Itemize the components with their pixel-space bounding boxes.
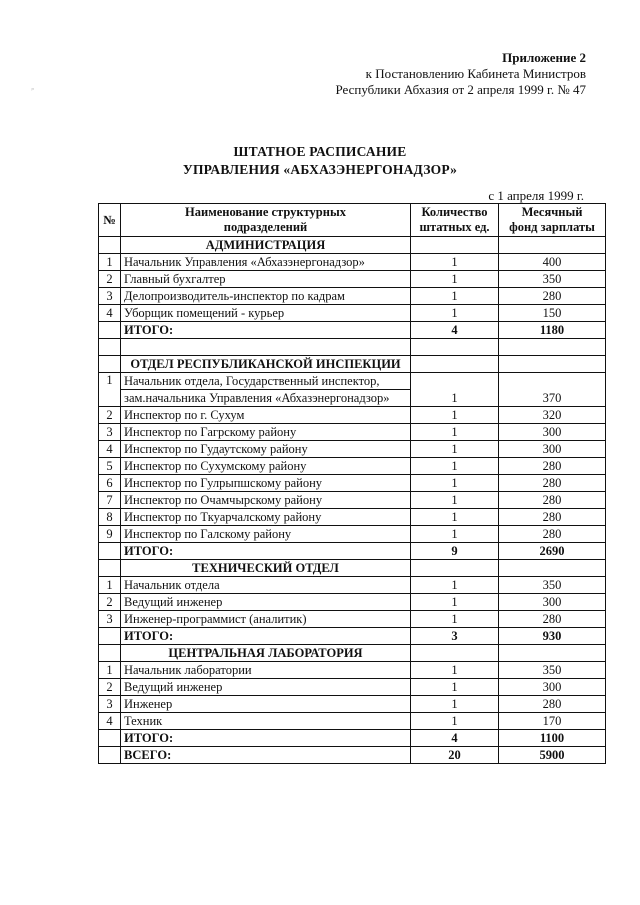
table-row: [99, 594, 606, 611]
table-row: [99, 696, 606, 713]
row-name: Ведущий инженер: [121, 594, 411, 611]
section-num-cell: [99, 645, 121, 662]
section-salary-cell: [499, 560, 606, 577]
row-qty: 1: [411, 526, 499, 543]
spacer-cell: [99, 339, 121, 356]
row-name: Инспектор по г. Сухум: [121, 407, 411, 424]
row-num: 9: [99, 526, 121, 543]
table-row: [99, 611, 606, 628]
row-num: 4: [99, 713, 121, 730]
row-salary: 300: [499, 679, 606, 696]
section-qty-cell: [411, 645, 499, 662]
row-qty: 1: [411, 373, 499, 407]
spacer-cell: [121, 339, 411, 356]
row-num: 2: [99, 271, 121, 288]
row-name: Инспектор по Очамчырскому району: [121, 492, 411, 509]
table-header-row: [99, 204, 606, 237]
table-row: [99, 662, 606, 679]
row-salary: 300: [499, 424, 606, 441]
row-qty: 1: [411, 271, 499, 288]
total-label: ИТОГО:: [121, 322, 411, 339]
row-qty: 1: [411, 492, 499, 509]
total-label: ИТОГО:: [121, 543, 411, 560]
row-num: 3: [99, 288, 121, 305]
row-salary: 280: [499, 475, 606, 492]
row-salary: 280: [499, 696, 606, 713]
grand-total-salary: 5900: [499, 747, 606, 764]
section-title: ТЕХНИЧЕСКИЙ ОТДЕЛ: [121, 560, 411, 577]
header-salary: [499, 204, 606, 237]
section-qty-cell: [411, 356, 499, 373]
row-qty: 1: [411, 305, 499, 322]
row-num: 1: [99, 577, 121, 594]
table-row: [99, 679, 606, 696]
row-salary: 280: [499, 526, 606, 543]
row-salary: 350: [499, 577, 606, 594]
row-num: 3: [99, 696, 121, 713]
row-salary: 320: [499, 407, 606, 424]
total-label: ИТОГО:: [121, 628, 411, 645]
appendix-title: Приложение 2: [502, 50, 586, 65]
table-row: [99, 254, 606, 271]
row-name-continued: зам.начальника Управления «Абхазэнергонадзор»: [121, 390, 411, 407]
header-qty: [411, 204, 499, 237]
row-salary: 400: [499, 254, 606, 271]
row-name: Инспектор по Галскому району: [121, 526, 411, 543]
total-num-cell: [99, 730, 121, 747]
table-row: [99, 458, 606, 475]
row-num: 1: [99, 662, 121, 679]
row-qty: 1: [411, 509, 499, 526]
total-salary: 930: [499, 628, 606, 645]
table-row: [99, 271, 606, 288]
grand-total-num-cell: [99, 747, 121, 764]
staff-table: [98, 203, 606, 764]
row-qty: 1: [411, 611, 499, 628]
row-qty: 1: [411, 441, 499, 458]
row-name: Ведущий инженер: [121, 679, 411, 696]
table-row: [99, 373, 606, 390]
document-title: [0, 143, 640, 179]
row-qty: 1: [411, 254, 499, 271]
grand-total-row: [99, 747, 606, 764]
staff-table-body: [99, 237, 606, 764]
row-qty: 1: [411, 594, 499, 611]
total-qty: 4: [411, 730, 499, 747]
spacer-cell: [499, 339, 606, 356]
table-row: [99, 713, 606, 730]
row-num: 8: [99, 509, 121, 526]
row-qty: 1: [411, 407, 499, 424]
row-qty: 1: [411, 475, 499, 492]
total-qty: 4: [411, 322, 499, 339]
total-salary: 1100: [499, 730, 606, 747]
appendix-line-1: к Постановлению Кабинета Министров: [365, 66, 586, 81]
row-name: Главный бухгалтер: [121, 271, 411, 288]
section-title: АДМИНИСТРАЦИЯ: [121, 237, 411, 254]
section-num-cell: [99, 356, 121, 373]
section-total-row: [99, 322, 606, 339]
total-salary: 1180: [499, 322, 606, 339]
section-salary-cell: [499, 645, 606, 662]
section-total-row: [99, 543, 606, 560]
row-name: Инспектор по Гагрскому району: [121, 424, 411, 441]
document-title-line-2: УПРАВЛЕНИЯ «АБХАЗЭНЕРГОНАДЗОР»: [182, 162, 458, 177]
header-qty-line-1: Количество: [421, 205, 488, 219]
section-qty-cell: [411, 237, 499, 254]
row-qty: 1: [411, 288, 499, 305]
document-title-line-1: ШТАТНОЕ РАСПИСАНИЕ: [233, 144, 407, 159]
row-salary: 150: [499, 305, 606, 322]
row-name: Начальник отдела, Государственный инспектор,: [121, 373, 411, 390]
row-name: Начальник отдела: [121, 577, 411, 594]
row-salary: 300: [499, 594, 606, 611]
row-name: Техник: [121, 713, 411, 730]
row-salary: 170: [499, 713, 606, 730]
row-num: 1: [99, 373, 121, 407]
row-num: 5: [99, 458, 121, 475]
row-salary: 280: [499, 288, 606, 305]
total-salary: 2690: [499, 543, 606, 560]
header-name-line-2: подразделений: [223, 220, 308, 234]
row-qty: 1: [411, 679, 499, 696]
total-num-cell: [99, 543, 121, 560]
section-salary-cell: [499, 356, 606, 373]
table-row: [99, 441, 606, 458]
row-name: Уборщик помещений - курьер: [121, 305, 411, 322]
table-row: [99, 288, 606, 305]
row-salary: 300: [499, 441, 606, 458]
header-qty-line-2: штатных ед.: [419, 220, 490, 234]
row-num: 4: [99, 305, 121, 322]
header-name-line-1: Наименование структурных: [185, 205, 346, 219]
row-num: 2: [99, 407, 121, 424]
section-num-cell: [99, 560, 121, 577]
total-qty: 9: [411, 543, 499, 560]
row-salary: 280: [499, 509, 606, 526]
row-qty: 1: [411, 458, 499, 475]
row-num: 3: [99, 611, 121, 628]
row-num: 2: [99, 594, 121, 611]
row-name: Инспектор по Гулрыпшскому району: [121, 475, 411, 492]
row-qty: 1: [411, 696, 499, 713]
section-header-row: [99, 237, 606, 254]
header-num: №: [99, 204, 121, 237]
row-salary: 350: [499, 662, 606, 679]
table-row: [99, 577, 606, 594]
table-row: [99, 407, 606, 424]
row-salary: 350: [499, 271, 606, 288]
row-num: 3: [99, 424, 121, 441]
row-salary: 280: [499, 492, 606, 509]
total-qty: 3: [411, 628, 499, 645]
row-num: 6: [99, 475, 121, 492]
row-qty: 1: [411, 424, 499, 441]
row-qty: 1: [411, 713, 499, 730]
effective-date: с 1 апреля 1999 г.: [488, 188, 584, 203]
row-name: Инженер-программист (аналитик): [121, 611, 411, 628]
section-total-row: [99, 730, 606, 747]
row-num: 2: [99, 679, 121, 696]
row-salary: 280: [499, 611, 606, 628]
row-name: Делопроизводитель-инспектор по кадрам: [121, 288, 411, 305]
row-name: Начальник Управления «Абхазэнергонадзор»: [121, 254, 411, 271]
header-salary-line-1: Месячный: [521, 205, 583, 219]
section-salary-cell: [499, 237, 606, 254]
table-row: [99, 526, 606, 543]
grand-total-label: ВСЕГО:: [121, 747, 411, 764]
row-salary: 280: [499, 458, 606, 475]
row-name: Инженер: [121, 696, 411, 713]
header-salary-line-2: фонд зарплаты: [509, 220, 595, 234]
table-row: [99, 509, 606, 526]
table-row: [99, 492, 606, 509]
spacer-cell: [411, 339, 499, 356]
row-name: Инспектор по Сухумскому району: [121, 458, 411, 475]
grand-total-qty: 20: [411, 747, 499, 764]
section-title: ЦЕНТРАЛЬНАЯ ЛАБОРАТОРИЯ: [121, 645, 411, 662]
row-num: 7: [99, 492, 121, 509]
row-salary: 370: [499, 373, 606, 407]
spacer-row: [99, 339, 606, 356]
section-header-row: [99, 645, 606, 662]
row-name: Инспектор по Ткуарчалскому району: [121, 509, 411, 526]
table-row: [99, 305, 606, 322]
row-num: 1: [99, 254, 121, 271]
section-header-row: [99, 356, 606, 373]
row-qty: 1: [411, 662, 499, 679]
header-name: [121, 204, 411, 237]
total-label: ИТОГО:: [121, 730, 411, 747]
row-name: Инспектор по Гудаутскому району: [121, 441, 411, 458]
section-total-row: [99, 628, 606, 645]
row-num: 4: [99, 441, 121, 458]
section-num-cell: [99, 237, 121, 254]
row-qty: 1: [411, 577, 499, 594]
table-row: [99, 424, 606, 441]
total-num-cell: [99, 322, 121, 339]
row-name: Начальник лаборатории: [121, 662, 411, 679]
section-qty-cell: [411, 560, 499, 577]
appendix-line-2: Республики Абхазия от 2 апреля 1999 г. № 47: [335, 82, 586, 97]
appendix-header: [335, 50, 586, 98]
total-num-cell: [99, 628, 121, 645]
table-row: [99, 475, 606, 492]
section-header-row: [99, 560, 606, 577]
section-title: ОТДЕЛ РЕСПУБЛИКАНСКОЙ ИНСПЕКЦИИ: [121, 356, 411, 373]
